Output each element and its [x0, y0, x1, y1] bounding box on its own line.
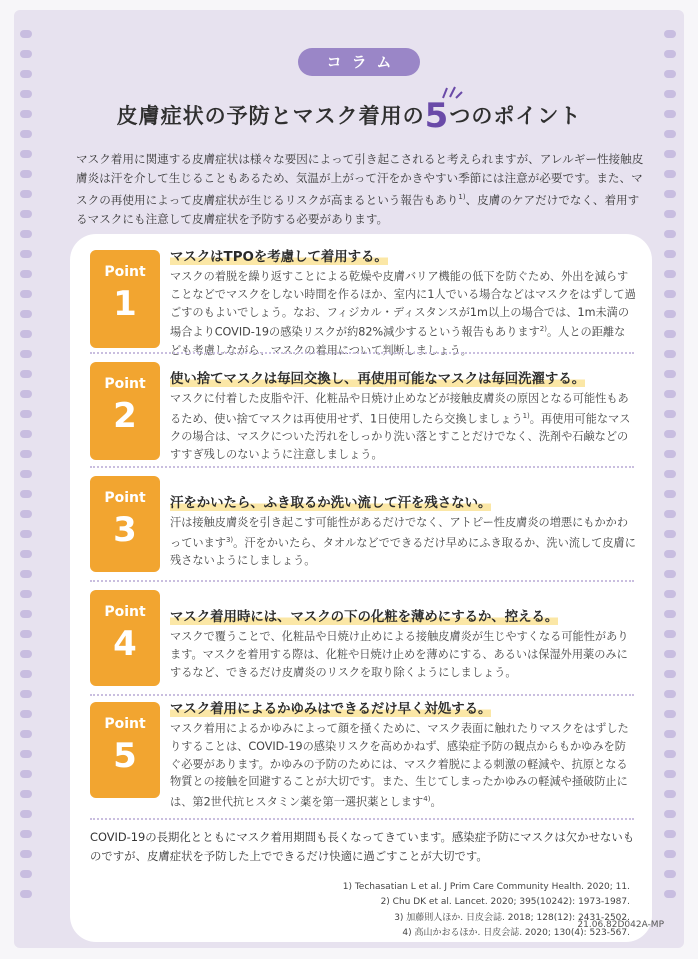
points-card: [70, 234, 652, 942]
border-dot: [664, 690, 676, 698]
border-dot: [20, 730, 32, 738]
title-prefix: 皮膚症状の予防とマスク着用の: [116, 104, 425, 128]
border-dot: [20, 70, 32, 78]
column-tag: コラム: [298, 48, 420, 76]
border-dot: [664, 290, 676, 298]
point-number: 5: [113, 736, 137, 776]
border-dot: [20, 470, 32, 478]
border-dot: [20, 430, 32, 438]
border-dot: [664, 770, 676, 778]
border-dot: [20, 570, 32, 578]
border-dot: [664, 510, 676, 518]
point-badge-5: [90, 702, 160, 798]
border-dot: [20, 710, 32, 718]
border-dot: [664, 830, 676, 838]
title-number: 5: [424, 96, 450, 136]
border-dot: [20, 590, 32, 598]
title-suffix: つのポイント: [449, 104, 582, 128]
point-badge-2: [90, 362, 160, 460]
point-badge-4: [90, 590, 160, 686]
point-number: 3: [113, 510, 137, 550]
references-list: [343, 880, 630, 942]
border-dot: [664, 230, 676, 238]
border-dot: [664, 610, 676, 618]
point-badge-3: [90, 476, 160, 572]
closing-paragraph: COVID-19の長期化とともにマスク着用期間も長くなってきています。感染症予防にマスクは欠かせないものですが、皮膚症状を予防した上でできるだけ快適に過ごすことが大切です。: [90, 830, 635, 863]
intro-text-1: マスク着用に関連する皮膚症状は様々な要因によって引き起こされると考えられますが、アレルギー性接触皮膚炎は汗を介して生じることもあるため、気温が上がって汗をかきやすい季節には注意が必要です。また、マスクの再使用によって皮膚症状が生じるリスクが高まるという報告もあり: [76, 152, 644, 207]
border-dot: [664, 410, 676, 418]
border-dot: [20, 30, 32, 38]
left-dot-border: [20, 30, 34, 908]
border-dot: [664, 310, 676, 318]
intro-text-2: 、皮膚のケアだけでなく、着用するマスクにも注意して皮膚症状を予防する必要があります。: [76, 192, 640, 226]
point-label: Point: [104, 376, 146, 392]
border-dot: [664, 430, 676, 438]
border-dot: [664, 570, 676, 578]
border-dot: [664, 590, 676, 598]
point-title-3: 汗をかいたら、ふき取るか洗い流して汗を残さない。: [170, 492, 491, 511]
border-dot: [664, 250, 676, 258]
point-title-2: 使い捨てマスクは毎回交換し、再使用可能なマスクは毎回洗濯する。: [170, 368, 585, 387]
reference-item: 2) Chu DK et al. Lancet. 2020; 395(10242): 1973-1987.: [380, 897, 630, 908]
border-dot: [20, 350, 32, 358]
border-dot: [664, 750, 676, 758]
border-dot: [664, 810, 676, 818]
border-dot: [664, 190, 676, 198]
border-dot: [20, 750, 32, 758]
border-dot: [664, 790, 676, 798]
point-number: 4: [113, 624, 137, 664]
border-dot: [20, 870, 32, 878]
point-number: 2: [113, 396, 137, 436]
point-label: Point: [104, 716, 146, 732]
border-dot: [20, 370, 32, 378]
page-title: [14, 92, 684, 136]
point-text-3: 汗は接触皮膚炎を引き起こす可能性があるだけでなく、アトピー性皮膚炎の増悪にもかかわっています$^{3)}$。汗をかいたら、タオルなどでできるだけ早めにふき取るか、洗い流して皮膚に残さないようにしましょう。: [170, 516, 636, 568]
border-dot: [20, 550, 32, 558]
border-dot: [20, 810, 32, 818]
border-dot: [20, 630, 32, 638]
point-text-5: マスク着用によるかゆみによって顔を掻くために、マスク表面に触れたりマスクをはずしたりすることは、COVID-19の感染リスクを高めかねず、感染症予防の観点からもかゆみを防ぐ必要があります。かゆみの予防のためには、マスク着脱による刺激の軽減や、抗原となる物質との接触を回避することが大切です。また、生じてしまったかゆみの軽減や掻破防止には、第2世代抗ヒスタミン薬を第一選択薬とします$^{4)}$。: [170, 722, 629, 809]
point-text-2: マスクに付着した皮脂や汗、化粧品や日焼け止めなどが接触皮膚炎の原因となる可能性もあるため、使い捨てマスクは再使用せず、1日使用したら交換しましょう$^{1)}$。再使用可能なマスクの場合は、マスクについた汚れをしっかり洗い落とすことだけでなく、洗剤や石鹸などのすすぎ残しのないように注意しましょう。: [170, 392, 631, 462]
border-dot: [20, 170, 32, 178]
border-dot: [664, 330, 676, 338]
border-dot: [664, 850, 676, 858]
border-dot: [20, 890, 32, 898]
border-dot: [20, 50, 32, 58]
border-dot: [20, 790, 32, 798]
border-dot: [20, 530, 32, 538]
border-dot: [20, 270, 32, 278]
border-dot: [664, 730, 676, 738]
border-dot: [664, 50, 676, 58]
divider: [90, 580, 634, 582]
border-dot: [664, 630, 676, 638]
border-dot: [20, 190, 32, 198]
divider: [90, 694, 634, 696]
border-dot: [664, 170, 676, 178]
border-dot: [20, 650, 32, 658]
border-dot: [664, 210, 676, 218]
border-dot: [20, 510, 32, 518]
border-dot: [20, 230, 32, 238]
border-dot: [664, 350, 676, 358]
page-panel: [14, 10, 684, 948]
border-dot: [664, 650, 676, 658]
border-dot: [20, 290, 32, 298]
point-label: Point: [104, 264, 146, 280]
border-dot: [664, 270, 676, 278]
border-dot: [664, 70, 676, 78]
border-dot: [664, 390, 676, 398]
point-badge-1: [90, 250, 160, 348]
border-dot: [20, 850, 32, 858]
border-dot: [664, 370, 676, 378]
border-dot: [664, 870, 676, 878]
point-label: Point: [104, 604, 146, 620]
point-number: 1: [113, 284, 137, 324]
point-text-4: マスクで覆うことで、化粧品や日焼け止めによる接触皮膚炎が生じやすくなる可能性があります。マスクを着用する際は、化粧や日焼け止めを薄めにする、あるいは保湿外用薬のみにするなど、できるだけ皮膚炎のリスクを取り除くようにしましょう。: [170, 630, 629, 679]
border-dot: [664, 150, 676, 158]
border-dot: [20, 210, 32, 218]
border-dot: [664, 550, 676, 558]
point-title-5: マスク着用によるかゆみはできるだけ早く対処する。: [170, 698, 491, 717]
reference-item: 1) Techasatian L et al. J Prim Care Community Health. 2020; 11.: [342, 882, 630, 892]
reference-item: 3) 加藤則人ほか. 日皮会誌. 2018; 128(12): 2431-2502.: [394, 912, 630, 923]
document-code: 21.06.82D042A-MP: [577, 920, 664, 930]
border-dot: [20, 310, 32, 318]
border-dot: [20, 610, 32, 618]
border-dot: [664, 710, 676, 718]
point-title-1: マスクはTPOを考慮して着用する。: [170, 246, 388, 265]
border-dot: [664, 450, 676, 458]
border-dot: [20, 830, 32, 838]
intro-paragraph: [76, 150, 650, 229]
border-dot: [20, 770, 32, 778]
point-title-4: マスク着用時には、マスクの下の化粧を薄めにするか、控える。: [170, 606, 558, 625]
border-dot: [20, 410, 32, 418]
border-dot: [664, 470, 676, 478]
point-text-1: マスクの着脱を繰り返すことによる乾燥や皮膚バリア機能の低下を防ぐため、外出を減らすことなどでマスクをしない時間を作るほか、室内に1人でいる場合などはマスクをはずして過ごすのもよいでしょう。なお、フィジカル・ディスタンスが1m以上の場合では、1m未満の場合よりCOVID-19の感染リスクが約82%減少するという報告もあります$^{2)}$。人との距離なども考慮しながら、マスクの着用について判断しましょう。: [170, 270, 636, 357]
border-dot: [664, 530, 676, 538]
border-dot: [20, 330, 32, 338]
border-dot: [20, 670, 32, 678]
border-dot: [664, 30, 676, 38]
divider: [90, 466, 634, 468]
border-dot: [20, 250, 32, 258]
point-label: Point: [104, 490, 146, 506]
intro-ref: 1): [458, 193, 466, 201]
border-dot: [20, 450, 32, 458]
divider: [90, 352, 634, 354]
divider: [90, 818, 634, 820]
border-dot: [664, 890, 676, 898]
border-dot: [20, 490, 32, 498]
border-dot: [20, 150, 32, 158]
reference-item: 4) 高山かおるほか. 日皮会誌. 2020; 130(4): 523-567.: [402, 928, 630, 939]
border-dot: [20, 690, 32, 698]
border-dot: [20, 390, 32, 398]
border-dot: [664, 490, 676, 498]
right-dot-border: [664, 30, 678, 908]
border-dot: [664, 670, 676, 678]
